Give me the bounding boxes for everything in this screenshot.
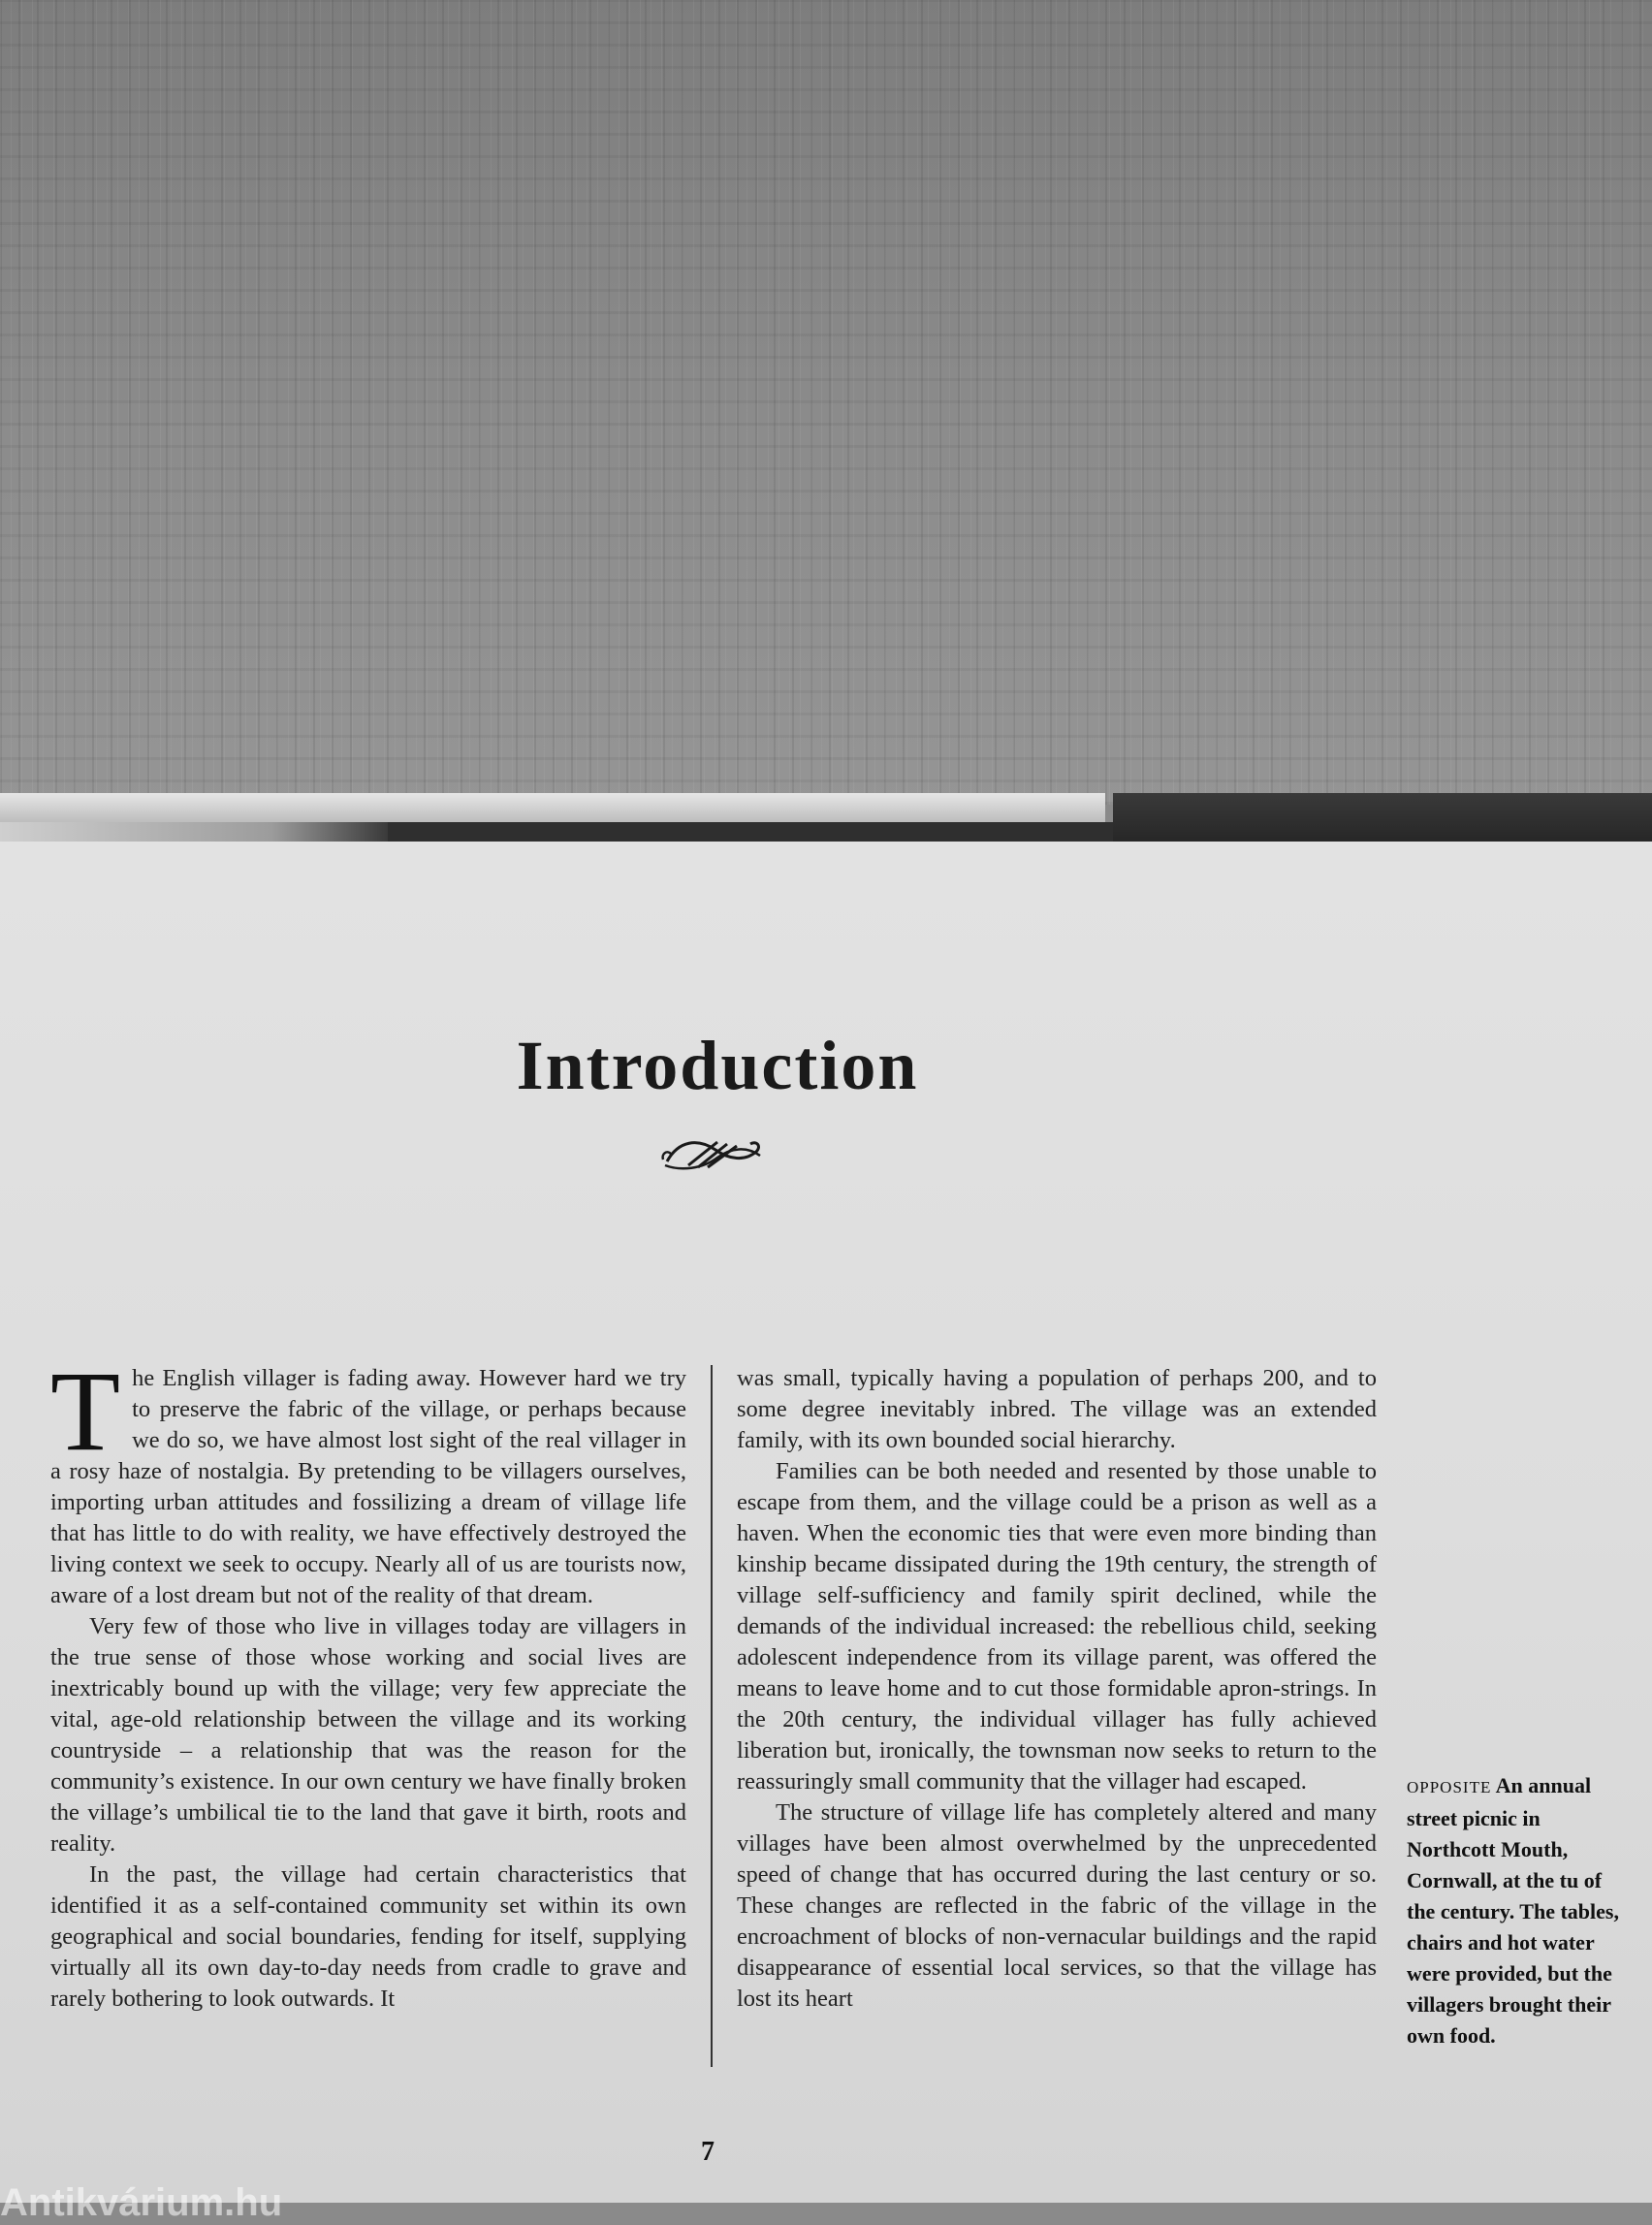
book-edge-dark (1113, 793, 1652, 843)
page-number: 7 (701, 2137, 715, 2167)
text-column-right (737, 1363, 1377, 2015)
text-column-left (50, 1348, 686, 2015)
paragraph (50, 1348, 686, 1611)
paragraph-text: he English villager is fading away. However hard we try to preserve the fabric of the village, or perhaps because we do so, we have almost lost sight of the real villager in a rosy haze of nostalgia. By pretending to be villagers ourselves, importing urban attitudes and fossilizing a dream of village life that has little to do with reality, we have effectively destroyed the living context we seek to occupy. Nearly all of us are tourists now, aware of a lost dream but not of the reality of that dream. (50, 1365, 686, 1608)
paragraph: Very few of those who live in villages today are villagers in the true sense of those whose working and social lives are inextricably bound up with the village; very few appreciate the vital, age-old relationship between the village and its working countryside – a relationship that was the reason for the community’s existence. In our own century we have finally broken the village’s umbilical tie to the land that gave it birth, roots and reality. (50, 1613, 686, 1857)
book-edge-light (0, 793, 1105, 822)
paragraph: was small, typically having a population of perhaps 200, and to some degree inevitably inbred. The village was an extended family, with its own bounded social hierarchy. (737, 1365, 1377, 1453)
book-edge (0, 793, 1652, 843)
drop-cap: T (50, 1348, 121, 1475)
paragraph: The structure of village life has completely altered and many villages have been almost overwhelmed by the unprecedented speed of change that has occurred during the last century or so. These changes are reflected in the fabric of the village in the encroachment of blocks of non-vernacular buildings and the rapid disappearance of essential local services, so that the village has lost its heart (737, 1799, 1377, 2012)
watermark: Antikvárium.hu (0, 2181, 283, 2224)
paragraph: Families can be both needed and resented by those unable to escape from them, and the village could be a prison as well as a haven. When the economic ties that were even more binding than kinship became dissipated during the 19th century, the strength of village self-sufficiency and family spirit declined, while the demands of the individual increased: the rebellious child, seeking adolescent independence from its village parent, was offered the means to leave home and to cut those formidable apron-strings. In the 20th century, the individual villager has fully achieved liberation but, ironically, the townsman now seeks to return to the reassuringly small community that the villager had escaped. (737, 1458, 1377, 1795)
page-title: Introduction (516, 1027, 919, 1104)
desk-surface (0, 0, 1652, 805)
caption-text: An annual street picnic in Northcott Mouth, Cornwall, at the tu of the century. The tables, chairs and hot water were provided, but the villagers brought their own food. (1407, 1773, 1619, 2048)
photo-caption (1407, 1770, 1625, 2051)
flourish-ornament-icon (659, 1132, 766, 1177)
column-divider (711, 1365, 713, 2067)
book-page (0, 842, 1652, 2224)
book-edge-strip-light (0, 822, 388, 843)
paragraph: In the past, the village had certain characteristics that identified it as a self-contained community set within its own geographical and social boundaries, fending for itself, supplying virtually all its own day-to-day needs from cradle to grave and rarely bothering to look outwards. It (50, 1861, 686, 2012)
caption-label: OPPOSITE (1407, 1778, 1492, 1796)
